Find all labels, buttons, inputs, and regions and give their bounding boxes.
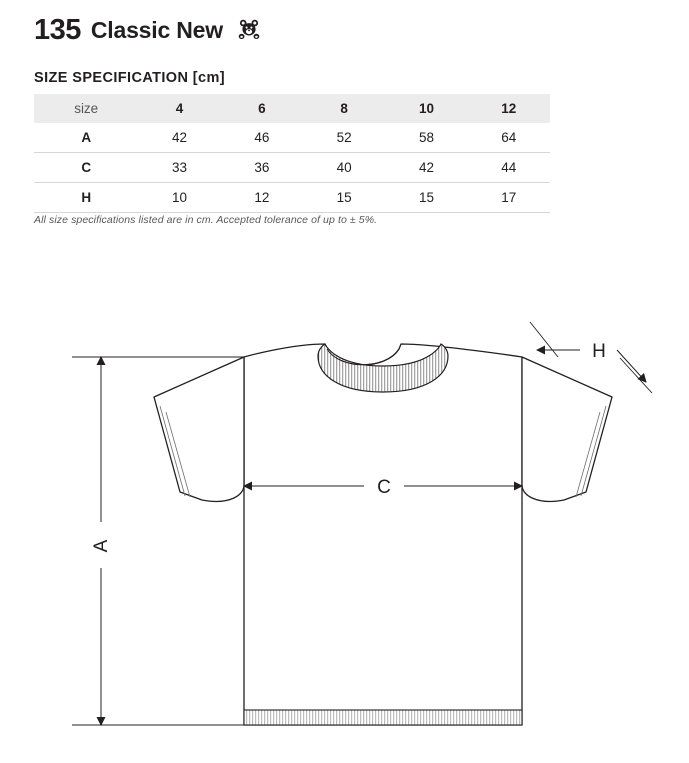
dimension-c-label: C bbox=[377, 477, 391, 498]
table-cell: 10 bbox=[172, 190, 188, 205]
size-specification-unit: [cm] bbox=[192, 70, 226, 86]
size-specification-table bbox=[34, 94, 550, 213]
table-header-row bbox=[34, 94, 550, 123]
table-cell: 42 bbox=[172, 130, 188, 145]
table-row bbox=[34, 123, 550, 153]
product-header bbox=[34, 14, 261, 47]
table-cell: 46 bbox=[254, 130, 270, 145]
table-cell: 64 bbox=[501, 130, 517, 145]
table-cell: 52 bbox=[336, 130, 352, 145]
size-specification-title-text: SIZE SPECIFICATION bbox=[34, 70, 189, 86]
table-cell: 42 bbox=[418, 160, 434, 175]
table-row-label: C bbox=[81, 160, 92, 175]
size-specification-title bbox=[34, 70, 225, 86]
dimension-h-label: H bbox=[592, 341, 606, 362]
table-column-header: 12 bbox=[501, 101, 517, 116]
tolerance-note: All size specifications listed are in cm. Accepted tolerance of up to ± 5%. bbox=[34, 214, 378, 226]
table-cell: 40 bbox=[336, 160, 352, 175]
table-cell: 58 bbox=[418, 130, 434, 145]
table-column-header: 8 bbox=[340, 101, 348, 116]
table-row bbox=[34, 183, 550, 213]
dimension-a-label: A bbox=[91, 539, 112, 553]
table-cell: 17 bbox=[501, 190, 517, 205]
table-cell: 15 bbox=[418, 190, 434, 205]
table-cell: 12 bbox=[254, 190, 270, 205]
table-cell: 33 bbox=[172, 160, 188, 175]
table-header bbox=[34, 94, 550, 123]
teddy-bear-icon bbox=[237, 17, 261, 45]
table-cell: 15 bbox=[336, 190, 352, 205]
table-column-header: 10 bbox=[418, 101, 434, 116]
garment-technical-drawing bbox=[0, 300, 689, 758]
table-cell: 44 bbox=[501, 160, 517, 175]
tshirt-body bbox=[154, 344, 612, 725]
table-column-header: 4 bbox=[175, 101, 184, 116]
table-corner-label: size bbox=[74, 101, 99, 116]
table-row-label: H bbox=[81, 190, 92, 205]
table-row bbox=[34, 153, 550, 183]
product-name: Classic New bbox=[90, 17, 223, 43]
bottom-hem bbox=[244, 710, 522, 725]
table-cell: 36 bbox=[254, 160, 270, 175]
product-code: 135 bbox=[34, 14, 81, 46]
table-column-header: 6 bbox=[258, 101, 266, 116]
table-body bbox=[34, 123, 550, 213]
table-row-label: A bbox=[81, 130, 92, 145]
